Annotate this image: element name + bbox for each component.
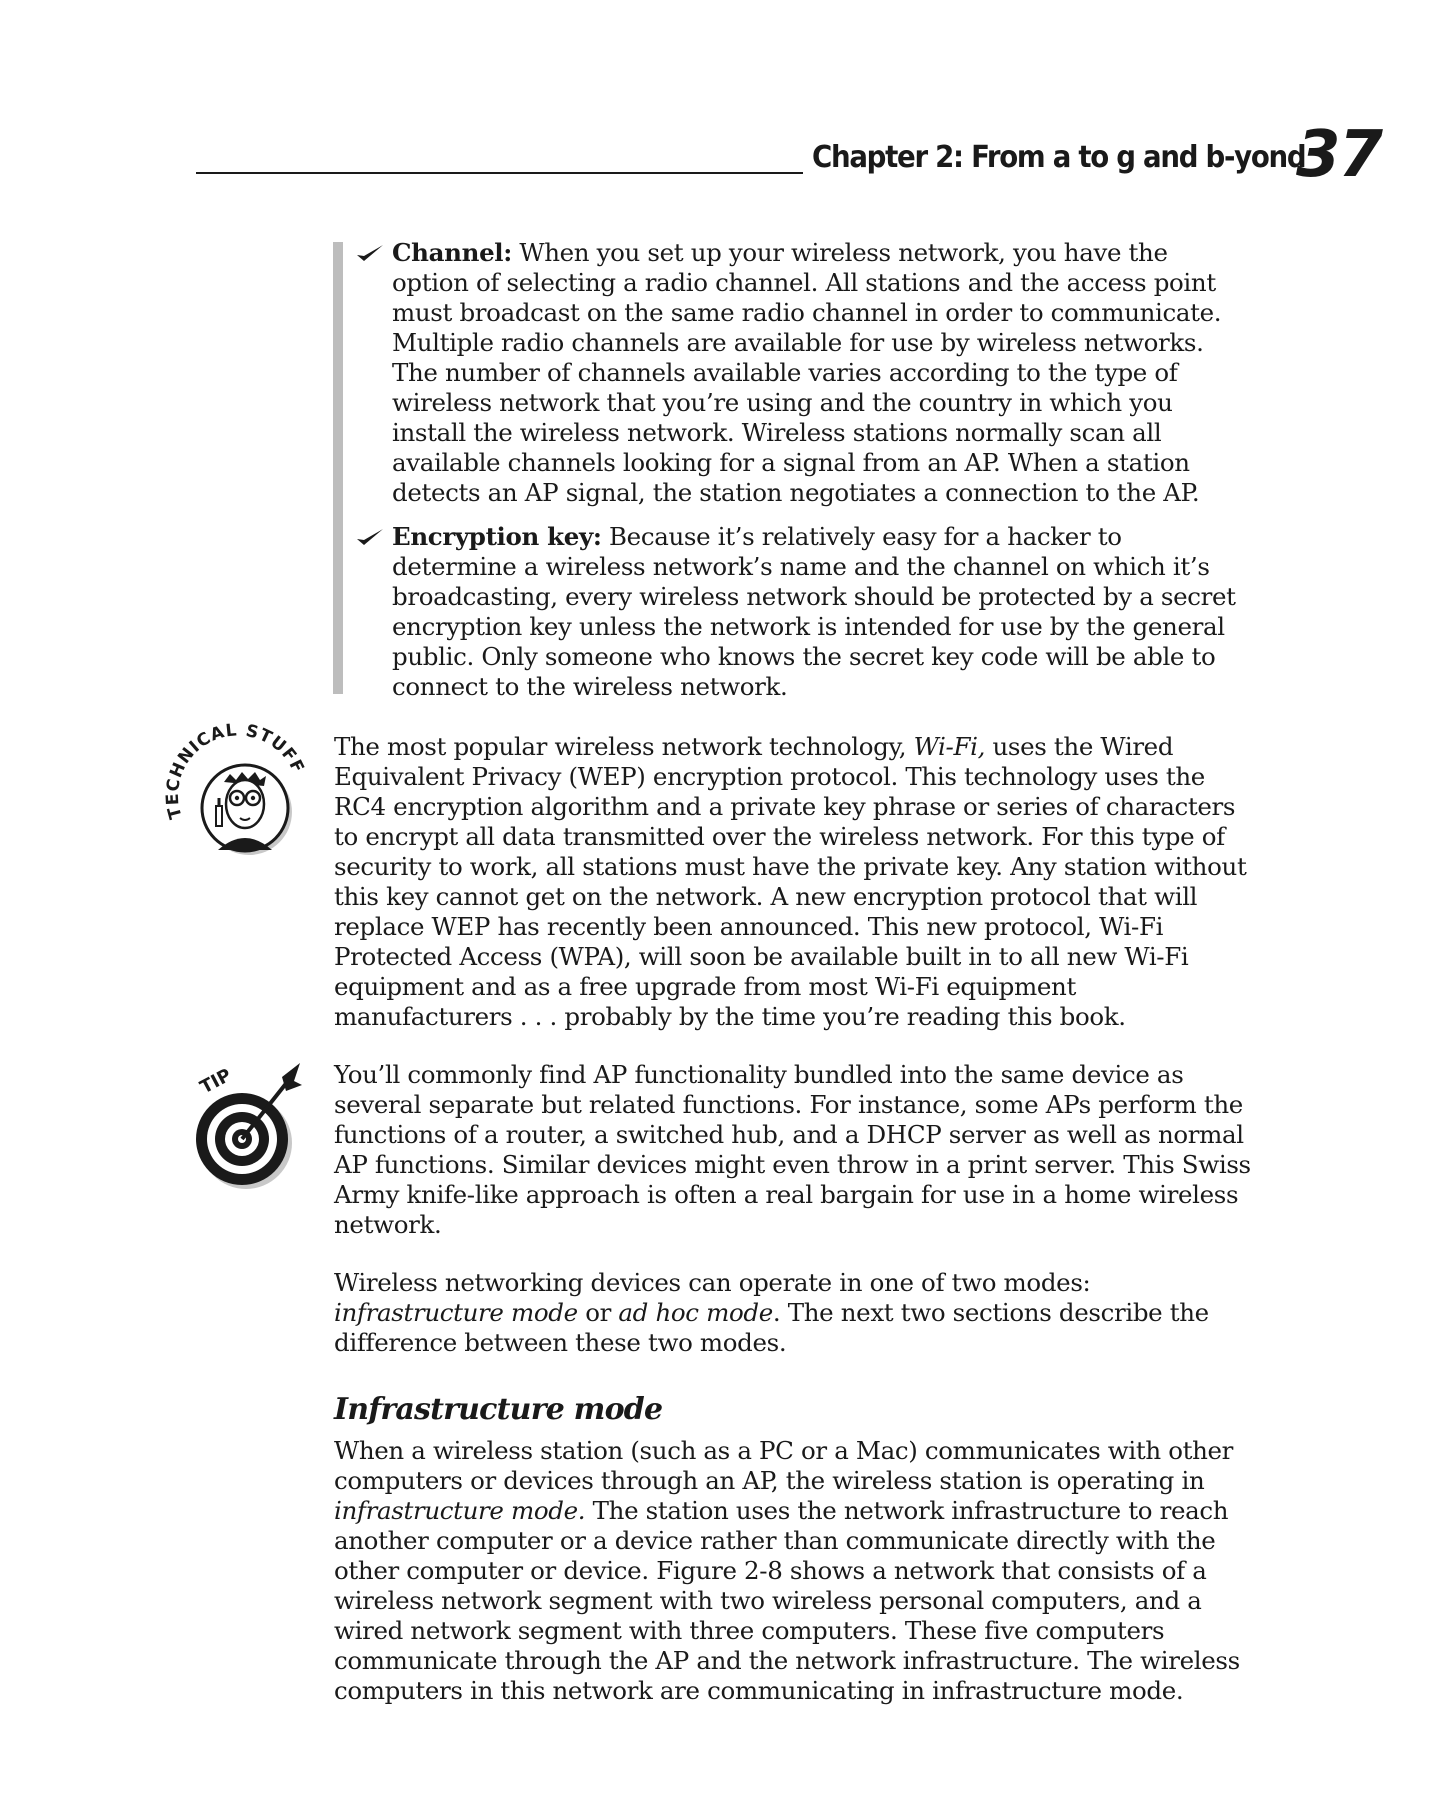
tip-paragraph: You’ll commonly find AP functionality bundled into the same device as several separate but related functions. For instance, some APs perform the functions of a router, a switched hub, and a DHCP server as well as normal AP functions. Similar devices might even throw in a print server. This Swiss Army knife-like approach is often a real bargain for use in a home wireless network. xyxy=(334,1060,1251,1239)
checkmark-icon xyxy=(356,527,384,547)
technical-stuff-paragraph xyxy=(334,732,1252,1032)
section-heading: Infrastructure mode xyxy=(334,1392,663,1427)
checkmark-icon xyxy=(356,243,384,263)
text-run: The most popular wireless network technology, xyxy=(334,732,914,761)
list-item-channel xyxy=(356,238,1251,508)
text-run: uses the Wired Equivalent Privacy (WEP) encryption protocol. This technology uses the RC4 encryption algorithm and a private key phrase or series of characters to encrypt all data transmitted over the wireless network. For this type of security to work, all stations must have the private key. Any station without this key cannot get on the network. A new encryption protocol that will replace WEP has recently been announced. This new protocol, Wi-Fi Protected Access (WPA), will soon be available built in to all new Wi-Fi equipment and as a free upgrade from most Wi-Fi equipment manufacturers . . . probably by the time you’re reading this book. xyxy=(334,732,1247,1031)
text-run: Wireless networking devices can operate in one of two modes: xyxy=(334,1268,1091,1297)
emphasis-wifi: Wi-Fi, xyxy=(913,732,986,761)
running-head: Chapter 2: From a to g and b-yond xyxy=(812,140,1306,175)
text-run: or xyxy=(577,1298,619,1327)
text-run: . The next two sections describe the difference between these two modes. xyxy=(334,1298,1209,1357)
bullet-list-sidebar xyxy=(333,242,343,694)
term-channel: Channel: xyxy=(392,238,512,267)
technical-stuff-label: TECHNICAL STUFF xyxy=(162,722,309,822)
page-number: 37 xyxy=(1296,118,1382,192)
term-encryption-key: Encryption key: xyxy=(392,522,602,551)
tip-icon xyxy=(190,1055,310,1195)
tip-label: TIP xyxy=(196,1064,235,1099)
list-item-encryption-key xyxy=(356,522,1251,702)
emphasis-infrastructure-mode: infrastructure mode xyxy=(334,1298,578,1327)
definition-channel: When you set up your wireless network, you have the option of selecting a radio channel. All stations and the access point must broadcast on the same radio channel in order to communicate. Multiple radio channels are available for use by wireless networks. The number of channels available varies according to the type of wireless network that you’re using and the country in which you install the wireless network. Wireless stations normally scan all available channels looking for a signal from an AP. When a station detects an AP signal, the station negotiates a connection to the AP. xyxy=(392,238,1222,507)
emphasis-ad-hoc-mode: ad hoc mode xyxy=(618,1298,773,1327)
text-run: The station uses the network infrastructure to reach another computer or a device rather than communicate directly with the other computer or device. Figure 2-8 shows a network that consists of a wireless network segment with two wireless personal computers, and a wired network segment with three computers. These five computers communicate through the AP and the network infrastructure. The wireless computers in this network are communicating in infrastructure mode. xyxy=(334,1496,1240,1705)
technical-stuff-icon xyxy=(160,722,310,872)
header-rule xyxy=(196,172,803,174)
emphasis-infrastructure-mode: infrastructure mode. xyxy=(334,1496,586,1525)
infrastructure-mode-paragraph xyxy=(334,1436,1252,1706)
modes-paragraph xyxy=(334,1268,1252,1358)
text-run: When a wireless station (such as a PC or a Mac) communicates with other computers or devices through an AP, the wireless station is operating in xyxy=(334,1436,1234,1495)
definition-encryption-key: Because it’s relatively easy for a hacker to determine a wireless network’s name and the channel on which it’s broadcasting, every wireless network should be protected by a secret encryption key unless the network is intended for use by the general public. Only someone who knows the secret key code will be able to connect to the wireless network. xyxy=(392,522,1236,701)
bullet-list xyxy=(356,238,1251,716)
